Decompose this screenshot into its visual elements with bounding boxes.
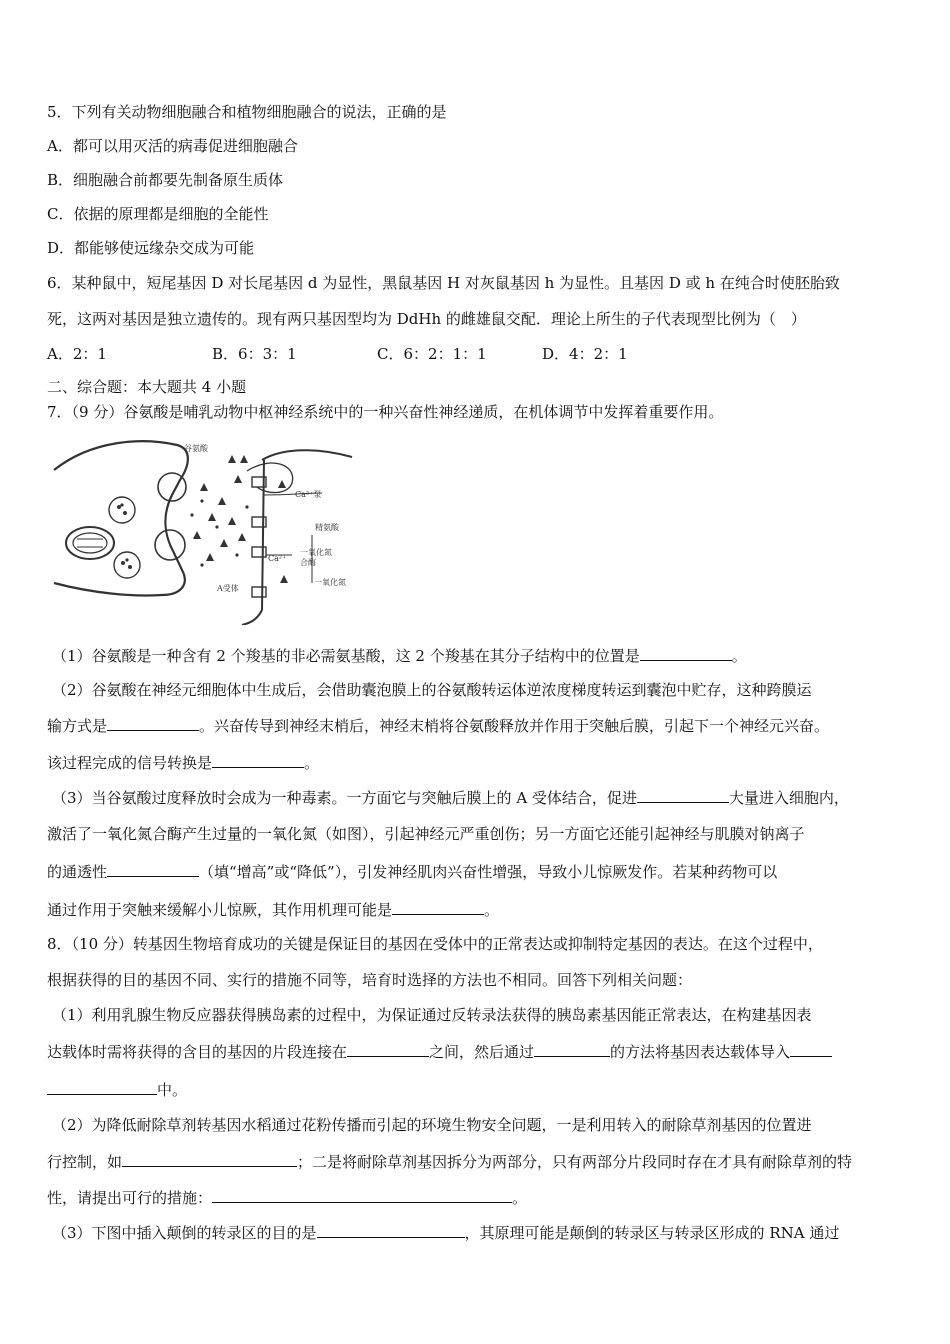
q6-option-d: D．4：2：1 — [542, 345, 628, 363]
answer-blank[interactable] — [790, 1042, 832, 1057]
label-nos-2: 合酶 — [300, 558, 316, 567]
answer-blank[interactable] — [212, 1188, 512, 1203]
answer-blank[interactable] — [640, 646, 732, 661]
answer-blank[interactable] — [47, 1080, 157, 1095]
q7-part3-line4: 通过作用于突触来缓解小儿惊厥，其作用机理可能是 。 — [47, 901, 500, 919]
q5-option-b: B．细胞融合前都要先制备原生质体 — [47, 171, 284, 189]
q7-part2-line1: （2）谷氨酸在神经元细胞体中生成后，会借助囊泡膜上的谷氨酸转运体逆浓度梯度转运到囊泡中贮存，这种跨膜运 — [52, 681, 812, 699]
label-nitric-oxide: 一氧化氮 — [314, 578, 346, 587]
answer-blank[interactable] — [392, 900, 484, 915]
label-glutamate: 谷氨酸 — [184, 444, 208, 453]
q8-part1-line3: 中。 — [47, 1080, 187, 1100]
answer-blank[interactable] — [212, 753, 304, 768]
q5-stem: 5．下列有关动物细胞融合和植物细胞融合的说法，正确的是 — [47, 103, 447, 121]
q7-part3-line2: 激活了一氧化氮合酶产生过量的一氧化氮（如图），引起神经元严重创伤；另一方面它还能引起神经与肌膜对钠离子 — [47, 825, 805, 843]
q7-part2-line3: 该过程完成的信号转换是 。 — [47, 754, 320, 772]
q8-stem-line2: 根据获得的目的基因不同、实行的措施不同等，培育时选择的方法也不相同。回答下列相关问题： — [47, 971, 693, 989]
answer-blank[interactable] — [534, 1042, 610, 1057]
q8-part1-line1: （1）利用乳腺生物反应器获得胰岛素的过程中，为保证通过反转录法获得的胰岛素基因能正常表达，在构建基因表 — [52, 1006, 812, 1024]
q6-stem-line1: 6．某种鼠中，短尾基因 D 对长尾基因 d 为显性，黑鼠基因 H 对灰鼠基因 h 为显性。且基因 D 或 h 在纯合时使胚胎致 — [47, 274, 840, 292]
answer-blank[interactable] — [347, 1042, 429, 1057]
label-ca-pump: Ca²⁺泵 — [295, 490, 322, 499]
q7-part3-line3: 的通透性 （填“增高”或“降低”），引发神经肌肉兴奋性增强，导致小儿惊厥发作。若某种药物可以 — [47, 863, 778, 881]
label-a-receptor: A受体 — [217, 584, 239, 593]
answer-blank[interactable] — [317, 1223, 465, 1238]
q5-option-a: A．都可以用灭活的病毒促进细胞融合 — [47, 137, 298, 155]
label-arginine: 精氨酸 — [315, 523, 339, 532]
answer-blank[interactable] — [637, 788, 729, 803]
q7-part2-line2: 输方式是 。兴奋传导到神经末梢后，神经末梢将谷氨酸释放并作用于突触后膜，引起下一个神经元兴奋。 — [47, 717, 830, 735]
q8-part1-line2: 达载体时需将获得的含目的基因的片段连接在 之间，然后通过 的方法将基因表达载体导入 — [47, 1042, 832, 1062]
q5-option-d: D．都能够使远缘杂交成为可能 — [47, 239, 255, 257]
q8-part2-line3: 性，请提出可行的措施： 。 — [47, 1189, 528, 1207]
q8-part2-line2: 行控制，如 ；二是将耐除草剂基因拆分为两部分，只有两部分片段同时存在才具有耐除草剂的特 — [47, 1153, 853, 1171]
q6-option-a: A．2：1 — [47, 345, 107, 363]
answer-blank[interactable] — [107, 862, 199, 877]
answer-blank[interactable] — [107, 716, 199, 731]
q5-option-c: C．依据的原理都是细胞的全能性 — [47, 205, 269, 223]
label-nos-1: 一氧化氮 — [300, 548, 332, 557]
q7-part3-line1: （3）当谷氨酸过度释放时会成为一种毒素。一方面它与突触后膜上的 A 受体结合，促进 大量进入细胞内， — [52, 789, 849, 807]
q6-option-b: B．6：3：1 — [212, 345, 297, 363]
q7-stem: 7．（9 分）谷氨酸是哺乳动物中枢神经系统中的一种兴奋性神经递质，在机体调节中发挥着重要作用。 — [47, 403, 724, 421]
synapse-figure — [52, 435, 357, 625]
q8-part3-line1: （3）下图中插入颠倒的转录区的目的是 ，其原理可能是颠倒的转录区与转录区形成的 RNA 通过 — [52, 1224, 840, 1242]
section-heading: 二、综合题：本大题共 4 小题 — [47, 378, 247, 396]
q8-stem-line1: 8．（10 分）转基因生物培育成功的关键是保证目的基因在受体中的正常表达或抑制特定基因的表达。在这个过程中， — [47, 935, 823, 953]
q6-option-c: C．6：2：1：1 — [377, 345, 487, 363]
q6-stem-line2: 死，这两对基因是独立遗传的。现有两只基因型均为 DdHh 的雌雄鼠交配．理论上所生的子代表现型比例为（ ） — [47, 310, 806, 328]
label-calcium: Ca²⁺ — [268, 554, 287, 563]
answer-blank[interactable] — [122, 1152, 297, 1167]
q7-part1: （1）谷氨酸是一种含有 2 个羧基的非必需氨基酸，这 2 个羧基在其分子结构中的位置是 。 — [52, 647, 747, 665]
q8-part2-line1: （2）为降低耐除草剂转基因水稻通过花粉传播而引起的环境生物安全问题，一是利用转入的耐除草剂基因的位置进 — [52, 1116, 812, 1134]
